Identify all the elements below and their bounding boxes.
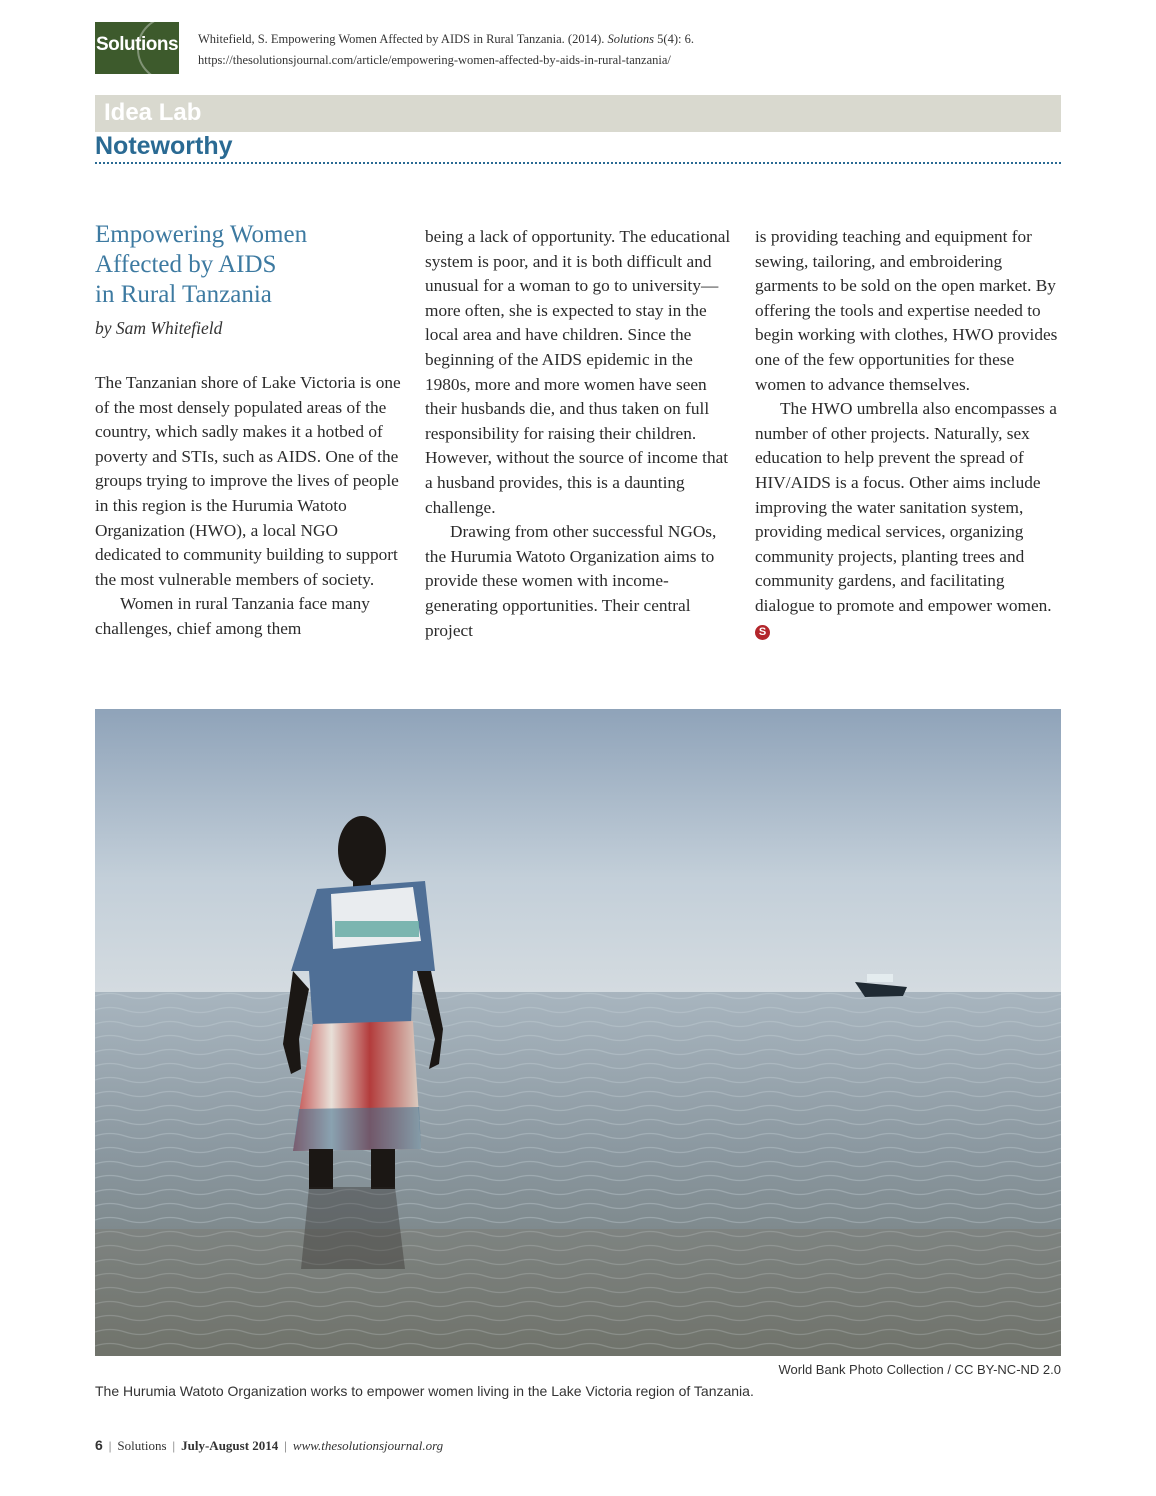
shallow-sand <box>95 1229 1061 1356</box>
article-photo <box>95 709 1061 1356</box>
citation-line-1: Whitefield, S. Empowering Women Affected by AIDS in Rural Tanzania. (2014). Solutions 5(4): 6. <box>198 32 694 46</box>
section-label: Idea Lab <box>104 99 202 126</box>
footer-url[interactable]: www.thesolutionsjournal.org <box>292 1438 444 1453</box>
text-column-2 <box>425 225 731 643</box>
dotted-divider <box>95 162 1061 164</box>
paragraph: The Tanzanian shore of Lake Victoria is one of the most densely populated areas of the country, which sadly makes it a hotbed of poverty and STIs, such as AIDS. One of the groups trying to improve the lives of people in this region is the Hurumia Watoto Organization (HWO), a local NGO dedicated to community building to support the most vulnerable members of society. <box>95 373 401 589</box>
byline: by Sam Whitefield <box>95 318 223 338</box>
paragraph: being a lack of opportunity. The educational system is poor, and it is both difficult and unusual for a woman to go to university—more often, she is expected to stay in the local area and have children. Since the beginning of the AIDS epidemic in the 1980s, more and more women have seen their husbands die, and thus taken on full responsibility for raising their children. However, without the source of income that a husband provides, this is a daunting challenge. <box>425 227 731 517</box>
end-mark-icon: S <box>755 625 770 640</box>
section-bar <box>95 95 1061 132</box>
paragraph: is providing teaching and equipment for sewing, tailoring, and embroidering garments to be sold on the open market. By offering the tools and expertise needed to begin working with clothes, HWO provides one of the few opportunities for these women to advance themselves. <box>755 227 1058 394</box>
page-number: 6 <box>95 1437 103 1453</box>
paragraph: Drawing from other successful NGOs, the Hurumia Watoto Organization aims to provide these women with income-generating opportunities. Their central project <box>425 522 717 640</box>
citation-url[interactable]: https://thesolutionsjournal.com/article/empowering-women-affected-by-aids-in-rural-tanzania/ <box>198 53 671 67</box>
journal-logo <box>95 22 179 74</box>
page-footer: 6 | Solutions | July-August 2014 | www.thesolutionsjournal.org <box>95 1437 444 1453</box>
sky <box>95 709 1061 992</box>
logo-text: Solutions <box>96 34 179 55</box>
article-title: Empowering Women Affected by AIDS in Rural Tanzania <box>95 221 308 308</box>
text-column-1 <box>95 371 401 642</box>
paragraph: Women in rural Tanzania face many challenges, chief among them <box>95 594 370 638</box>
footer-journal: Solutions <box>117 1438 167 1453</box>
subsection-title: Noteworthy <box>95 132 233 160</box>
text-column-3 <box>755 225 1061 643</box>
footer-date: July-August 2014 <box>181 1438 279 1453</box>
citation <box>198 29 694 71</box>
photo-credit: World Bank Photo Collection / CC BY-NC-ND 2.0 <box>778 1362 1061 1377</box>
photo-caption: The Hurumia Watoto Organization works to empower women living in the Lake Victoria region of Tanzania. <box>95 1383 754 1399</box>
lake-scene-illustration <box>95 709 1061 1356</box>
paragraph-final: The HWO umbrella also encompasses a number of other projects. Naturally, sex education to help prevent the spread of HIV/AIDS is a focus. Other aims include improving the water sanitation system, providing medical services, organizing community projects, planting trees and community gardens, and facilitating dialogue to promote and empower women. S <box>755 399 1057 638</box>
